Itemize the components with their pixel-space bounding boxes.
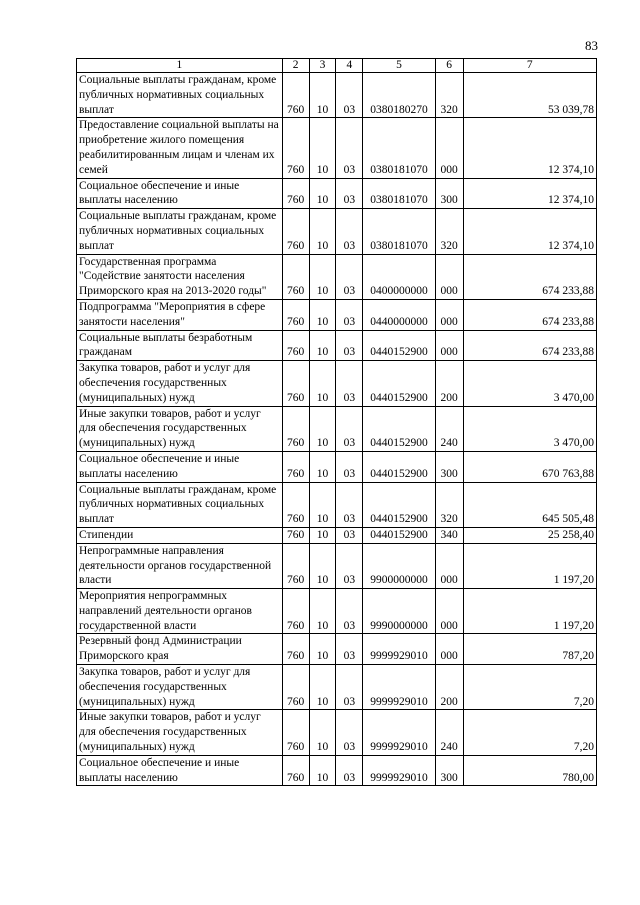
table-row [77,209,597,254]
row-code-3: 10 [309,527,336,543]
row-code-5: 0440152900 [363,406,435,451]
row-code-4: 03 [336,406,363,451]
row-code-3: 10 [309,665,336,710]
row-code-3: 10 [309,299,336,330]
table-row [77,73,597,118]
row-amount: 670 763,88 [463,451,596,482]
row-code-3: 10 [309,406,336,451]
row-amount: 12 374,10 [463,118,596,178]
row-code-3: 10 [309,330,336,361]
row-amount: 1 197,20 [463,543,596,588]
column-header-4: 4 [336,59,363,73]
row-code-6: 000 [435,589,463,634]
row-name: Мероприятия непрограммных направлений деятельности органов государственной власти [77,589,283,634]
row-code-3: 10 [309,451,336,482]
row-name: Социальное обеспечение и иные выплаты населению [77,755,283,786]
row-name: Непрограммные направления деятельности органов государственной власти [77,543,283,588]
row-code-2: 760 [282,589,309,634]
row-code-2: 760 [282,361,309,406]
row-name: Закупка товаров, работ и услуг для обеспечения государственных (муниципальных) нужд [77,665,283,710]
row-code-4: 03 [336,665,363,710]
row-code-2: 760 [282,710,309,755]
row-code-4: 03 [336,209,363,254]
row-amount: 7,20 [463,710,596,755]
row-amount: 674 233,88 [463,330,596,361]
row-code-6: 000 [435,330,463,361]
row-code-6: 300 [435,451,463,482]
column-header-5: 5 [363,59,435,73]
row-code-3: 10 [309,209,336,254]
row-amount: 12 374,10 [463,209,596,254]
row-name: Социальные выплаты гражданам, кроме публичных нормативных социальных выплат [77,482,283,527]
row-name: Социальное обеспечение и иные выплаты населению [77,178,283,209]
table-row [77,118,597,178]
row-code-4: 03 [336,178,363,209]
row-name: Социальное обеспечение и иные выплаты населению [77,451,283,482]
row-amount: 7,20 [463,665,596,710]
row-code-4: 03 [336,543,363,588]
row-code-4: 03 [336,330,363,361]
table-header-row [77,59,597,73]
row-amount: 1 197,20 [463,589,596,634]
row-code-5: 0440152900 [363,361,435,406]
budget-table [76,58,597,786]
row-code-2: 760 [282,178,309,209]
row-name: Стипендии [77,527,283,543]
row-name: Социальные выплаты гражданам, кроме публичных нормативных социальных выплат [77,73,283,118]
row-amount: 674 233,88 [463,254,596,299]
row-code-2: 760 [282,665,309,710]
row-amount: 53 039,78 [463,73,596,118]
row-code-6: 340 [435,527,463,543]
row-amount: 674 233,88 [463,299,596,330]
row-code-4: 03 [336,755,363,786]
row-code-5: 0400000000 [363,254,435,299]
row-code-4: 03 [336,527,363,543]
row-code-3: 10 [309,482,336,527]
row-name: Подпрограмма "Мероприятия в сфере занятости населения" [77,299,283,330]
table-row [77,451,597,482]
row-amount: 780,00 [463,755,596,786]
row-name: Социальные выплаты гражданам, кроме публичных нормативных социальных выплат [77,209,283,254]
row-name: Закупка товаров, работ и услуг для обеспечения государственных (муниципальных) нужд [77,361,283,406]
row-code-5: 0440152900 [363,451,435,482]
row-code-3: 10 [309,118,336,178]
column-header-2: 2 [282,59,309,73]
row-code-6: 000 [435,634,463,665]
row-code-3: 10 [309,543,336,588]
row-code-2: 760 [282,543,309,588]
row-code-3: 10 [309,755,336,786]
row-code-6: 200 [435,361,463,406]
row-code-2: 760 [282,527,309,543]
row-amount: 3 470,00 [463,406,596,451]
column-header-1: 1 [77,59,283,73]
row-code-2: 760 [282,209,309,254]
table-row [77,710,597,755]
row-code-5: 0440000000 [363,299,435,330]
row-code-4: 03 [336,634,363,665]
row-code-3: 10 [309,73,336,118]
row-code-2: 760 [282,451,309,482]
table-row [77,543,597,588]
row-code-2: 760 [282,73,309,118]
table-row [77,178,597,209]
table-row [77,589,597,634]
row-code-3: 10 [309,589,336,634]
row-code-5: 9990000000 [363,589,435,634]
row-code-6: 320 [435,482,463,527]
row-code-4: 03 [336,73,363,118]
row-code-4: 03 [336,299,363,330]
row-name: Иные закупки товаров, работ и услуг для обеспечения государственных (муниципальных) нужд [77,710,283,755]
row-code-6: 240 [435,406,463,451]
row-code-5: 0380181070 [363,118,435,178]
column-header-6: 6 [435,59,463,73]
table-row [77,330,597,361]
table-row [77,361,597,406]
row-name: Социальные выплаты безработным гражданам [77,330,283,361]
row-code-3: 10 [309,634,336,665]
row-code-6: 320 [435,209,463,254]
table-row [77,634,597,665]
row-code-3: 10 [309,254,336,299]
row-code-5: 0440152900 [363,527,435,543]
row-code-4: 03 [336,710,363,755]
row-code-6: 320 [435,73,463,118]
row-name: Иные закупки товаров, работ и услуг для обеспечения государственных (муниципальных) нужд [77,406,283,451]
row-code-2: 760 [282,299,309,330]
row-amount: 3 470,00 [463,361,596,406]
row-code-5: 9999929010 [363,710,435,755]
table-row [77,254,597,299]
row-code-4: 03 [336,254,363,299]
row-name: Государственная программа "Содействие занятости населения Приморского края на 2013-2020 годы" [77,254,283,299]
row-code-2: 760 [282,406,309,451]
row-code-6: 300 [435,755,463,786]
table-body [77,73,597,786]
row-code-4: 03 [336,451,363,482]
row-code-4: 03 [336,118,363,178]
row-code-4: 03 [336,589,363,634]
row-code-5: 0380181070 [363,209,435,254]
column-header-7: 7 [463,59,596,73]
row-amount: 12 374,10 [463,178,596,209]
row-code-2: 760 [282,254,309,299]
row-code-3: 10 [309,178,336,209]
row-code-5: 9999929010 [363,634,435,665]
row-code-6: 000 [435,254,463,299]
row-code-5: 9999929010 [363,665,435,710]
row-code-2: 760 [282,118,309,178]
page-number: 83 [585,38,598,53]
row-code-2: 760 [282,330,309,361]
row-amount: 25 258,40 [463,527,596,543]
column-header-3: 3 [309,59,336,73]
row-code-3: 10 [309,710,336,755]
row-code-3: 10 [309,361,336,406]
table-row [77,665,597,710]
row-code-6: 200 [435,665,463,710]
row-name: Резервный фонд Администрации Приморского края [77,634,283,665]
table-row [77,299,597,330]
row-amount: 787,20 [463,634,596,665]
table-row [77,755,597,786]
row-code-5: 9900000000 [363,543,435,588]
table-row [77,527,597,543]
row-code-6: 000 [435,543,463,588]
row-code-6: 000 [435,299,463,330]
row-code-6: 240 [435,710,463,755]
row-code-5: 0440152900 [363,482,435,527]
row-code-2: 760 [282,634,309,665]
row-code-4: 03 [336,482,363,527]
row-code-4: 03 [336,361,363,406]
row-code-5: 0440152900 [363,330,435,361]
row-code-5: 0380180270 [363,73,435,118]
row-code-6: 000 [435,118,463,178]
row-code-5: 9999929010 [363,755,435,786]
table-row [77,406,597,451]
row-code-6: 300 [435,178,463,209]
row-name: Предоставление социальной выплаты на приобретение жилого помещения реабилитированным лицам и членам их семей [77,118,283,178]
row-code-5: 0380181070 [363,178,435,209]
row-code-2: 760 [282,755,309,786]
row-amount: 645 505,48 [463,482,596,527]
row-code-2: 760 [282,482,309,527]
table-row [77,482,597,527]
